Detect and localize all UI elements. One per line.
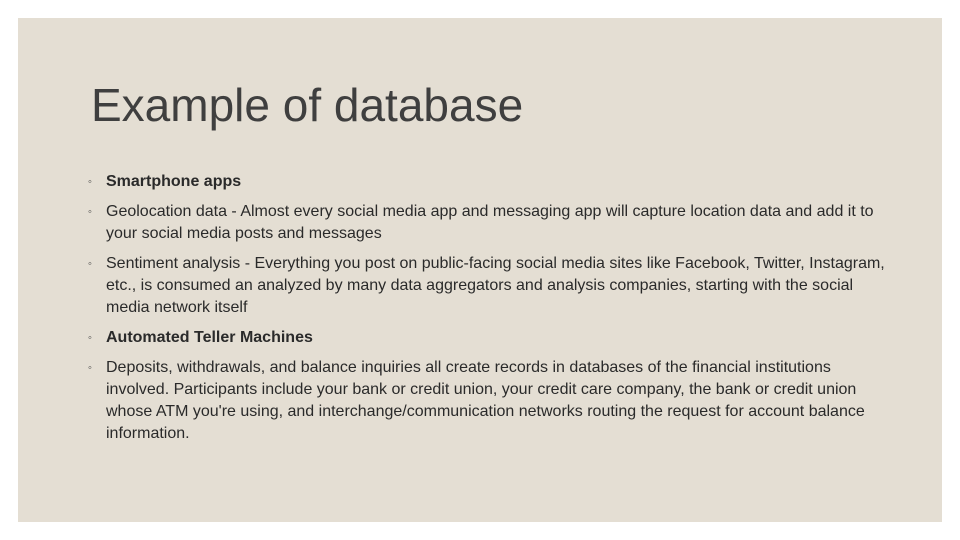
bullet-item-geolocation — [88, 201, 888, 245]
bullet-item-smartphone-apps — [88, 171, 888, 193]
bullet-marker-icon: ◦ — [88, 362, 92, 374]
bullet-item-deposits — [88, 357, 888, 445]
bullet-marker-icon: ◦ — [88, 332, 92, 344]
bullet-item-atm — [88, 327, 888, 349]
bullet-list — [88, 171, 888, 453]
bullet-item-sentiment-analysis — [88, 253, 888, 319]
bullet-text: Smartphone apps — [106, 173, 242, 190]
bullet-text: Sentiment analysis - Everything you post on public-facing social media sites like Facebook, Twitter, Instagram, etc., is consumed an analyzed by many data aggregators and analysis companies, starting with the social media network itself — [106, 255, 885, 316]
bullet-text: Geolocation data - Almost every social media app and messaging app will capture location data and add it to your social media posts and messages — [106, 203, 874, 242]
bullet-marker-icon: ◦ — [88, 206, 92, 218]
slide-title: Example of database — [91, 79, 524, 131]
slide — [18, 18, 942, 522]
bullet-marker-icon: ◦ — [88, 176, 92, 188]
bullet-text: Deposits, withdrawals, and balance inquiries all create records in databases of the financial institutions involved. Participants include your bank or credit union, your credit care company, the bank or credit union whose ATM you're using, and interchange/communication networks routing the request for account balance information. — [106, 359, 865, 442]
bullet-text: Automated Teller Machines — [106, 329, 313, 346]
bullet-marker-icon: ◦ — [88, 258, 92, 270]
